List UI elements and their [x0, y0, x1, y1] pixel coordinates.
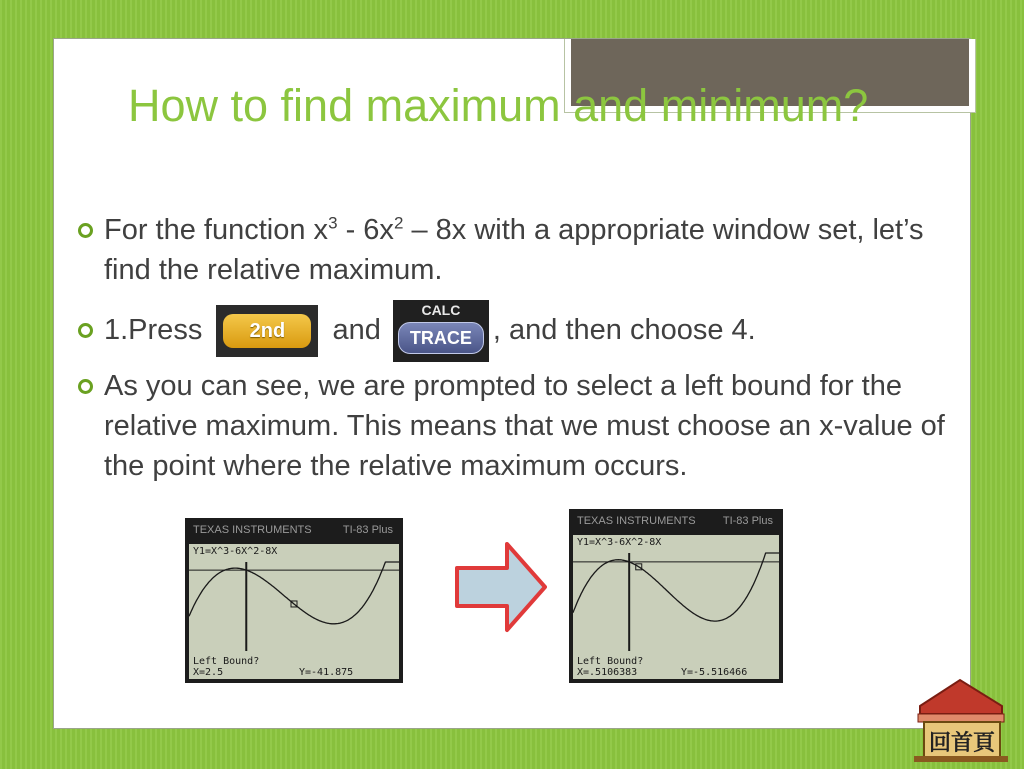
trace-key-image [393, 300, 489, 362]
exponent: 3 [328, 213, 338, 233]
exponent: 2 [393, 213, 404, 233]
calculator-brand: TEXAS INSTRUMENTS [577, 515, 696, 527]
calculator-screen-right [569, 509, 783, 683]
bullet-press-keys [76, 300, 946, 362]
bullet-marker-icon [78, 223, 93, 238]
equation-readout: Y1=X^3-6X^2-8X [577, 537, 662, 548]
calculator-brand: TEXAS INSTRUMENTS [193, 524, 312, 536]
bound-prompt: Left Bound? [193, 656, 260, 667]
bullet-text: , and then choose 4. [492, 314, 756, 346]
second-key-image [216, 305, 318, 357]
bullet-text: - 6x [337, 214, 394, 246]
bullet-explanation [76, 366, 946, 486]
bound-prompt: Left Bound? [577, 656, 644, 667]
function-curve [573, 553, 779, 621]
bullet-text: – 8x with a appropriate window set, let’s find the relative maximum. [104, 214, 924, 286]
bullet-marker-icon [78, 323, 93, 338]
bullet-text: and [332, 314, 381, 346]
bullet-text: As you can see, we are prompted to select a left bound for the relative maximum. This means that we must choose an x-value of the point where the relative maximum occurs. [104, 370, 945, 483]
calc-key-label: CALC [421, 302, 461, 319]
right-arrow-icon [455, 540, 547, 634]
home-button-label: 回首頁 [928, 731, 995, 756]
calculator-screen-left [185, 518, 403, 683]
x-readout: X=.5106383 [577, 667, 638, 678]
bullet-list [76, 210, 946, 496]
home-button[interactable] [906, 676, 1014, 769]
y-readout: Y=-5.516466 [681, 667, 748, 678]
calculator-lcd [573, 535, 779, 679]
bullet-marker-icon [78, 379, 93, 394]
calculator-lcd [189, 544, 399, 679]
calculator-model: TI-83 Plus [342, 524, 393, 536]
second-key-label: 2nd [223, 314, 311, 348]
bullet-text: 1.Press [104, 314, 203, 346]
calculator-model: TI-83 Plus [722, 515, 773, 527]
bullet-function [76, 210, 946, 290]
bullet-text: For the function x [104, 214, 329, 246]
function-curve [189, 562, 399, 624]
y-readout: Y=-41.875 [299, 667, 354, 678]
trace-key-label: TRACE [398, 322, 484, 354]
equation-readout: Y1=X^3-6X^2-8X [193, 546, 278, 557]
x-readout: X=2.5 [193, 667, 224, 678]
slide-title: How to find maximum and minimum? [128, 80, 869, 131]
